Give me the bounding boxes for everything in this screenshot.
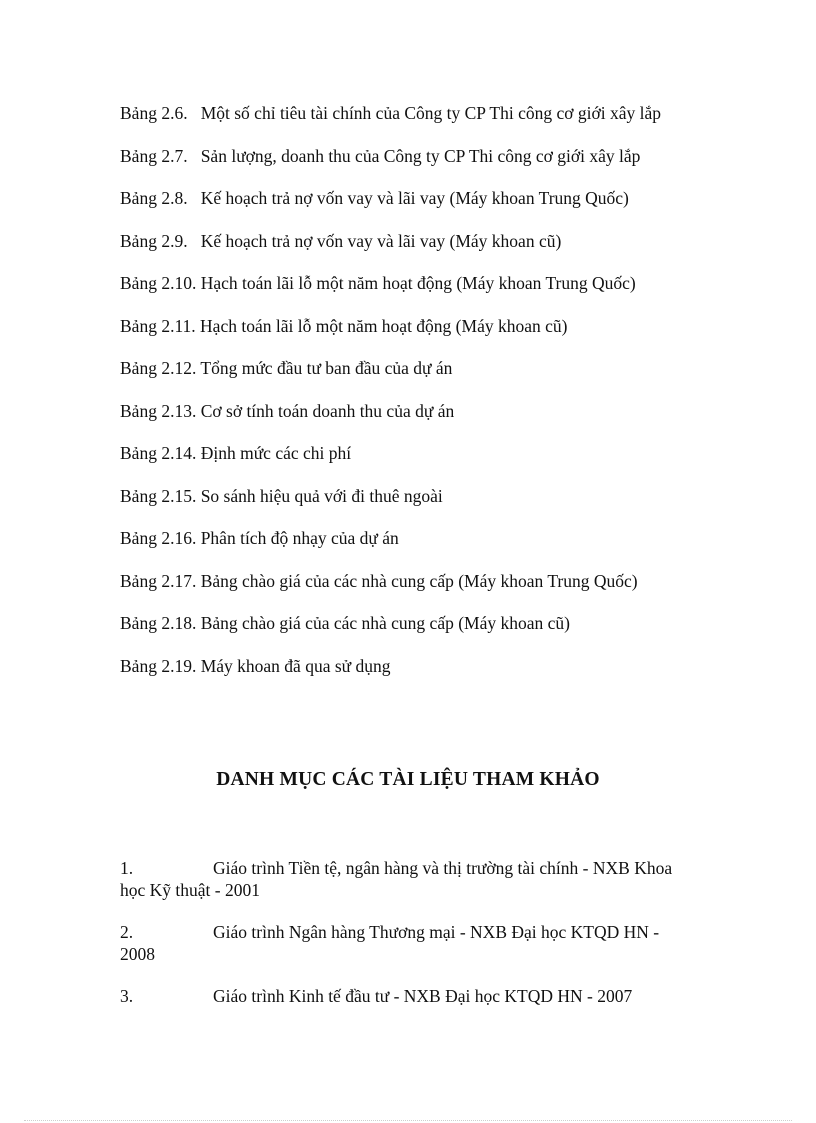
table-ref: Bảng 2.13. [120, 400, 197, 421]
table-entry-2-6 [120, 103, 680, 124]
list-of-tables [120, 103, 680, 677]
table-entry-2-17 [120, 571, 680, 592]
reference-text: Giáo trình Kinh tế đầu tư - NXB Đại học KTQD HN - 2007 [213, 986, 633, 1006]
table-title: Hạch toán lãi lỗ một năm hoạt động (Máy khoan Trung Quốc) [200, 273, 636, 293]
table-title: Bảng chào giá của các nhà cung cấp (Máy khoan Trung Quốc) [200, 570, 638, 591]
table-ref: Bảng 2.18. [120, 613, 197, 633]
table-title: Kế hoạch trả nợ vốn vay và lãi vay (Máy khoan Trung Quốc) [200, 188, 629, 208]
table-ref: Bảng 2.6. [120, 103, 188, 123]
table-title: So sánh hiệu quả với đi thuê ngoài [200, 485, 443, 506]
table-ref: Bảng 2.14. [120, 443, 197, 463]
table-title: Phân tích độ nhạy của dự án [200, 528, 399, 548]
table-ref: Bảng 2.8. [120, 188, 188, 208]
reference-number: 2. [120, 922, 134, 942]
reference-text: Giáo trình Ngân hàng Thương mại - NXB Đại học KTQD HN - 2008 [120, 922, 660, 964]
table-ref: Bảng 2.9. [120, 230, 188, 251]
reference-number: 1. [120, 858, 134, 878]
table-ref: Bảng 2.7. [120, 145, 188, 166]
table-title: Tổng mức đầu tư ban đầu của dự án [200, 358, 453, 378]
table-entry-2-14 [120, 443, 680, 464]
table-title: Cơ sở tính toán doanh thu của dự án [200, 400, 455, 421]
table-entry-2-15 [120, 486, 680, 507]
table-ref: Bảng 2.17. [120, 570, 197, 591]
table-entry-2-13 [120, 401, 680, 422]
table-ref: Bảng 2.16. [120, 528, 197, 548]
reference-item [120, 922, 680, 965]
reference-item [120, 986, 680, 1008]
page-bottom-divider [24, 1120, 792, 1121]
table-entry-2-11 [120, 316, 680, 337]
references-heading: DANH MỤC CÁC TÀI LIỆU THAM KHẢO [216, 769, 600, 790]
table-entry-2-12 [120, 358, 680, 379]
table-title: Sản lượng, doanh thu của Công ty CP Thi công cơ giới xây lắp [200, 145, 641, 166]
table-entry-2-18 [120, 613, 680, 634]
table-entry-2-10 [120, 273, 680, 294]
table-ref: Bảng 2.12. [120, 358, 197, 378]
table-title: Máy khoan đã qua sử dụng [200, 655, 391, 676]
table-title: Hạch toán lãi lỗ một năm hoạt động (Máy khoan cũ) [200, 315, 568, 336]
table-ref: Bảng 2.19. [120, 655, 197, 676]
table-ref: Bảng 2.10. [120, 273, 197, 293]
table-entry-2-16 [120, 528, 680, 549]
table-entry-2-8 [120, 188, 680, 209]
table-title: Bảng chào giá của các nhà cung cấp (Máy khoan cũ) [200, 613, 570, 633]
reference-item [120, 858, 680, 901]
table-ref: Bảng 2.11. [120, 315, 196, 336]
table-entry-2-19 [120, 656, 680, 677]
table-title: Kế hoạch trả nợ vốn vay và lãi vay (Máy khoan cũ) [200, 230, 562, 251]
table-entry-2-9 [120, 231, 680, 252]
table-title: Định mức các chi phí [200, 443, 352, 463]
reference-text: Giáo trình Tiền tệ, ngân hàng và thị trường tài chính - NXB Khoa học Kỹ thuật - 2001 [120, 858, 673, 900]
table-entry-2-7 [120, 146, 680, 167]
table-title: Một số chỉ tiêu tài chính của Công ty CP Thi công cơ giới xây lắp [200, 103, 662, 123]
reference-number: 3. [120, 986, 134, 1006]
table-ref: Bảng 2.15. [120, 485, 197, 506]
references-list [120, 858, 680, 1008]
